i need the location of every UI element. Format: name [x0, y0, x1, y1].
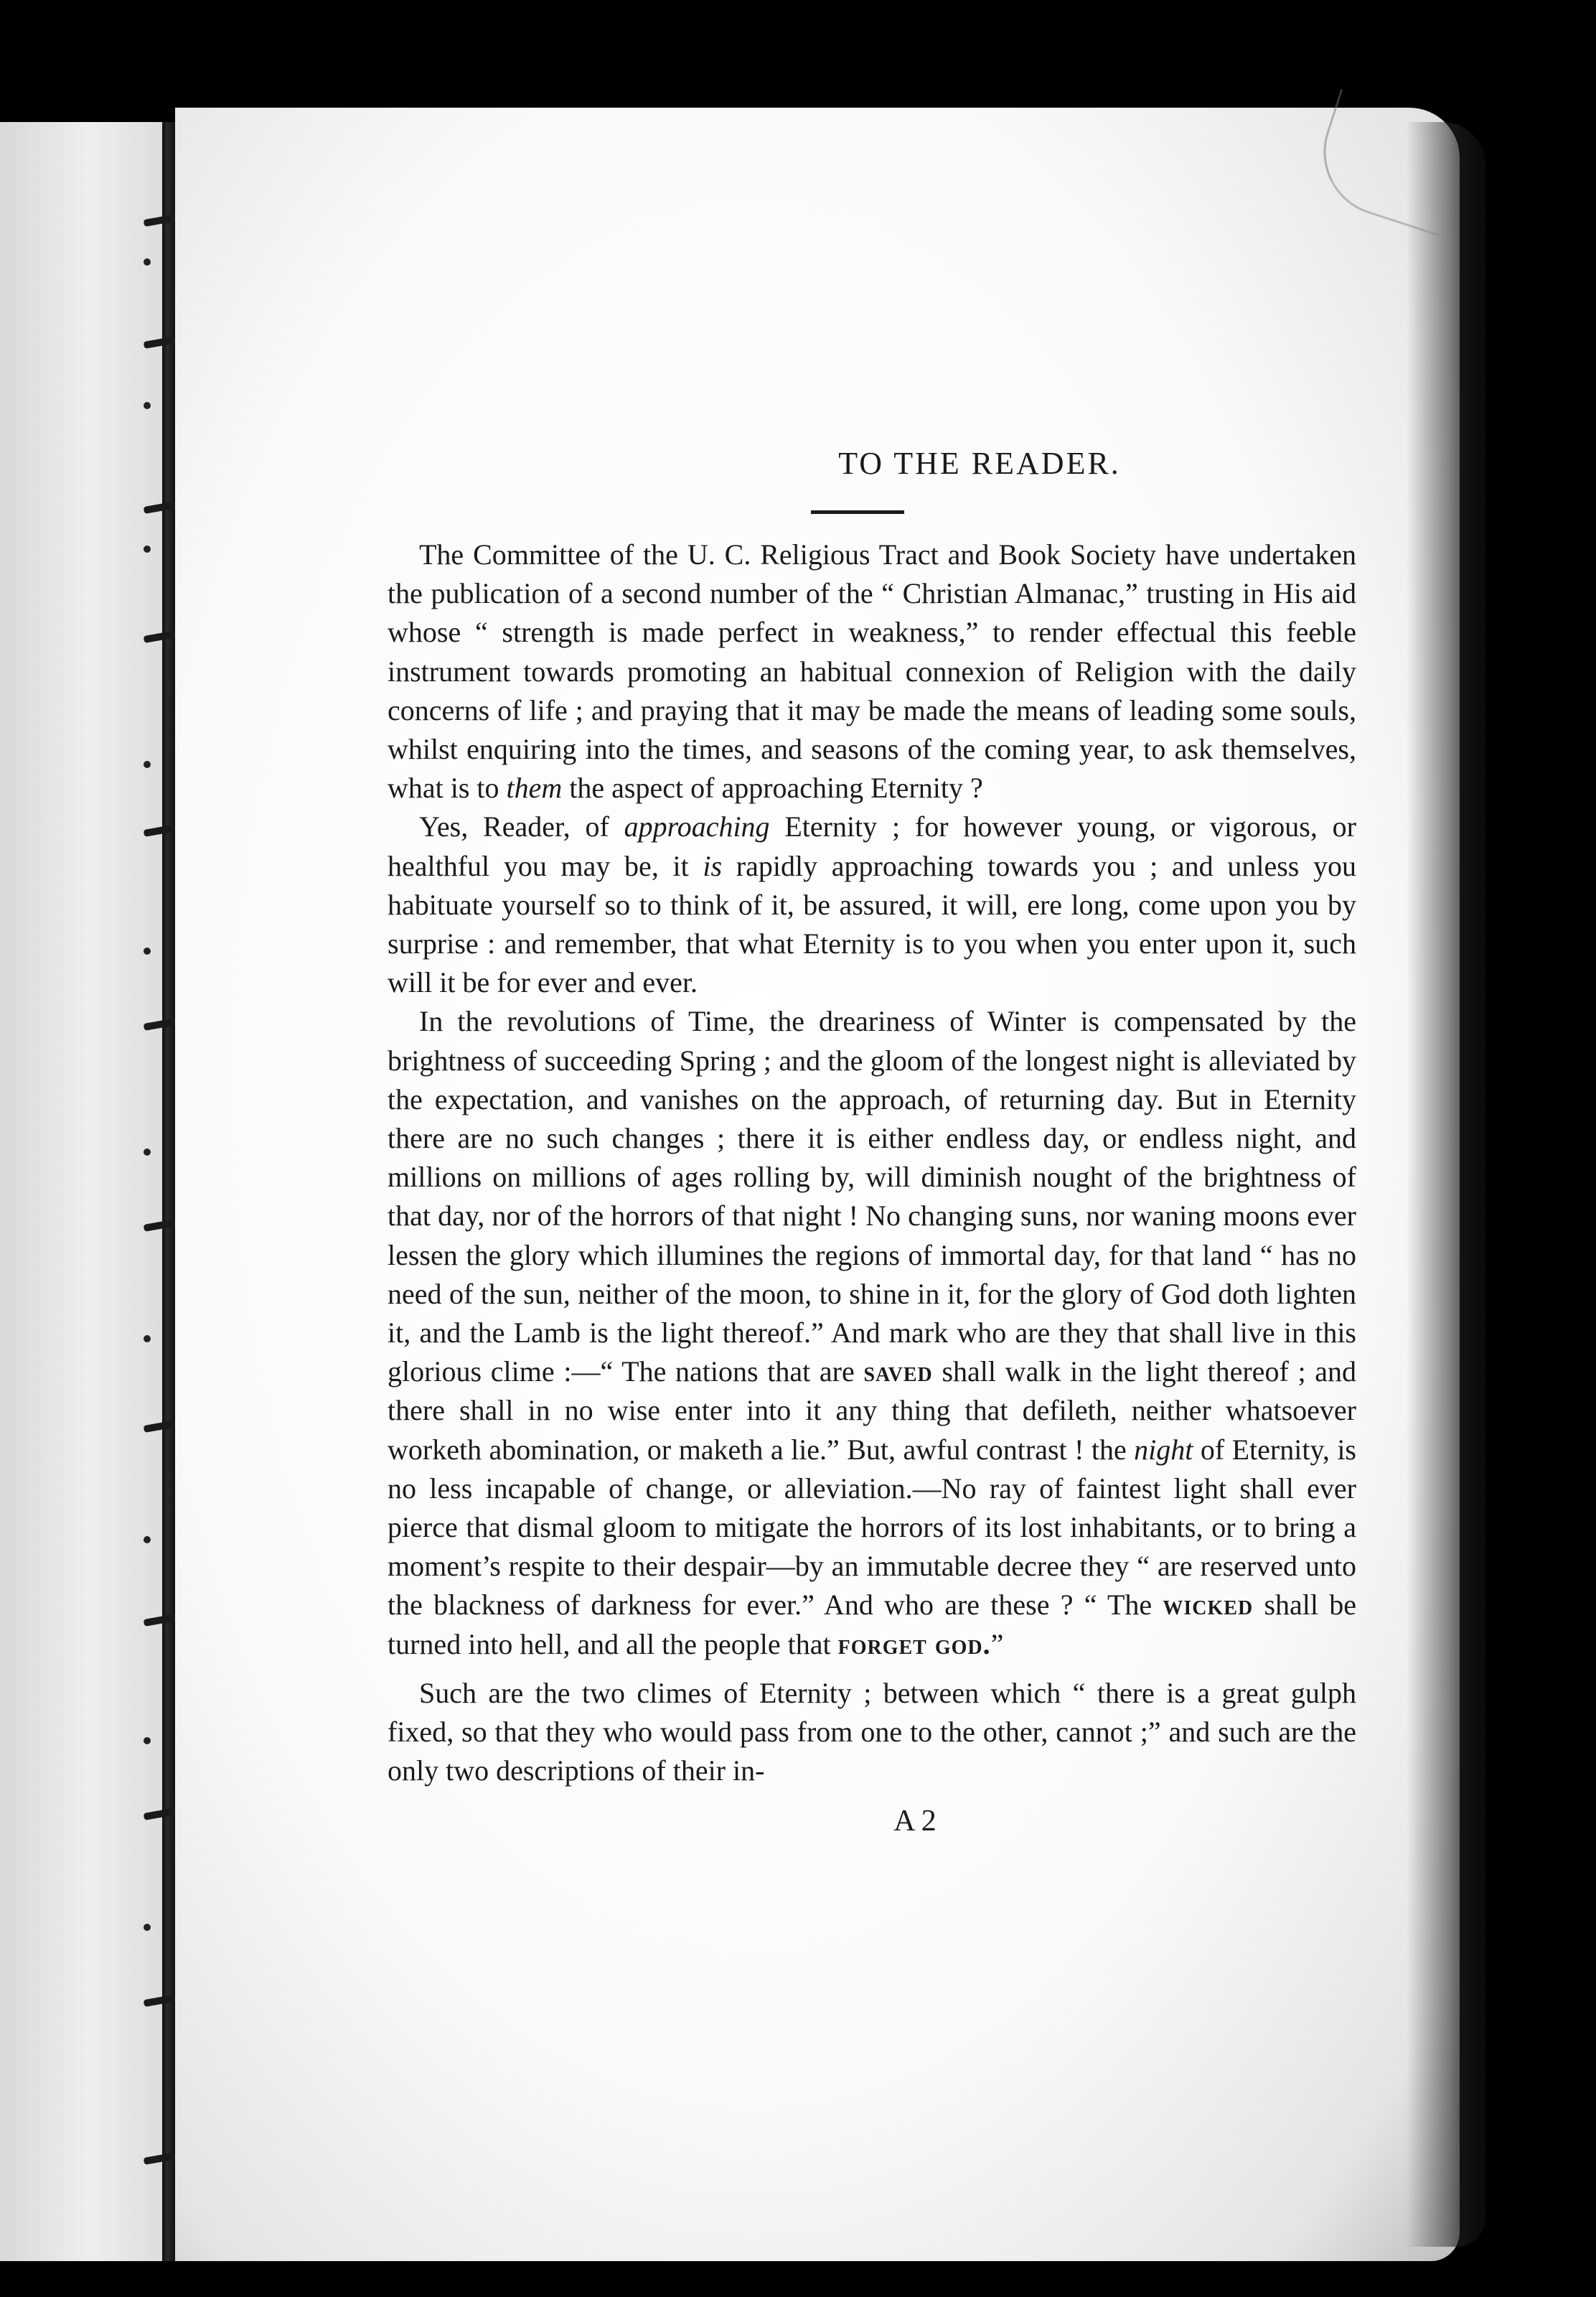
binding-dot	[144, 258, 151, 266]
text-run: Such are the two climes of Eternity ; between which “ there is a great gulph fixed, so that they who would pass from one to the other, cannot ;” and such are the only two descriptions of their in-	[388, 1676, 1356, 1787]
text-run: Yes, Reader, of	[419, 810, 624, 843]
small-caps-text: saved	[863, 1355, 933, 1388]
binding-dot	[144, 402, 151, 409]
page-title: TO THE READER.	[838, 446, 1121, 481]
page-edge-shadow	[1407, 122, 1485, 2247]
title-rule	[811, 510, 904, 514]
binding-dot	[144, 1335, 151, 1342]
binding-dot	[144, 948, 151, 955]
text-run: shall walk in the light thereof ; and there shall in no wise enter into it any thing that defileth, neither whatsoever worketh abomination, or maketh a lie.” But, awful contrast ! the	[388, 1355, 1356, 1466]
small-caps-text: wicked	[1163, 1589, 1254, 1622]
binding-thread	[162, 122, 175, 2261]
text-run: ”	[990, 1627, 1004, 1660]
text-run: In the revolutions of Time, the dreariness of Winter is compensated by the brightness of succeeding Spring ; and the gloom of the longest night is alleviated by the expectation, and vanishes on the approach, of returning day. But in Eternity there are no such changes ; there it is either endless day, or endless night, and millions on millions of ages rolling by, will diminish nought of the brightness of that day, nor of the horrors of that night ! No changing suns, nor waning moons ever lessen the glory which illumines the regions of immortal day, for that land “ has no need of the sun, neither of the moon, to shine in it, for the glory of God doth lighten it, and the Lamb is the light thereof.” And mark who are they that shall live in this glorious clime :—“ The nations that are	[388, 1005, 1356, 1388]
binding-dot	[144, 761, 151, 768]
binding-dot	[144, 1148, 151, 1156]
page-text	[388, 445, 1356, 1838]
text-run: of Eternity, is no less incapable of change, or alleviation.—No ray of faintest light shall ever pierce that dismal gloom to mitigate the horrors of its lost inhabitants, or to bring a moment’s respite to their despair—by an immutable decree they “ are reserved unto the blackness of darkness for ever.” And who are these ? “ The	[388, 1433, 1356, 1622]
italic-text: approaching	[624, 810, 770, 843]
text-run: Eternity ; for however young, or vigorous, or healthful you may be, it	[388, 810, 1356, 882]
facing-page-fragment	[0, 122, 166, 2261]
binding-dot	[144, 1924, 151, 1931]
body-text	[388, 535, 1356, 1791]
paragraph	[388, 808, 1356, 1002]
binding-dot	[144, 1536, 151, 1543]
italic-text: them	[506, 772, 563, 805]
text-run: The Committee of the U. C. Religious Tract and Book Society have undertaken the publication of a second number of the “ Christian Almanac,” trusting in His aid whose “ strength is made perfect in weakness,” to render effectual this feeble instrument towards promoting an habitual connexion of Religion with the daily concerns of life ; and praying that it may be made the means of leading some souls, whilst enquiring into the times, and seasons of the coming year, to ask themselves, what is to	[388, 538, 1356, 805]
text-run: rapidly approaching towards you ; and unless you habituate yourself so to think of it, be assured, it will, ere long, come upon you by surprise : and remember, that what Eternity is to you when you enter upon it, such will it be for ever and ever.	[388, 849, 1357, 999]
small-caps-text: forget god.	[837, 1627, 991, 1660]
show-through-heading	[488, 287, 1421, 330]
binding-dot	[144, 546, 151, 553]
paragraph	[388, 1674, 1356, 1791]
text-run: the aspect of approaching Eternity ?	[562, 772, 983, 805]
binding-dot	[144, 1737, 151, 1744]
paragraph	[388, 1002, 1356, 1663]
text-run: shall be turned into hell, and all the people that	[388, 1589, 1356, 1660]
paragraph	[388, 535, 1356, 808]
page-signature: A 2	[893, 1804, 937, 1838]
italic-text: night	[1134, 1433, 1193, 1466]
italic-text: is	[703, 849, 723, 882]
